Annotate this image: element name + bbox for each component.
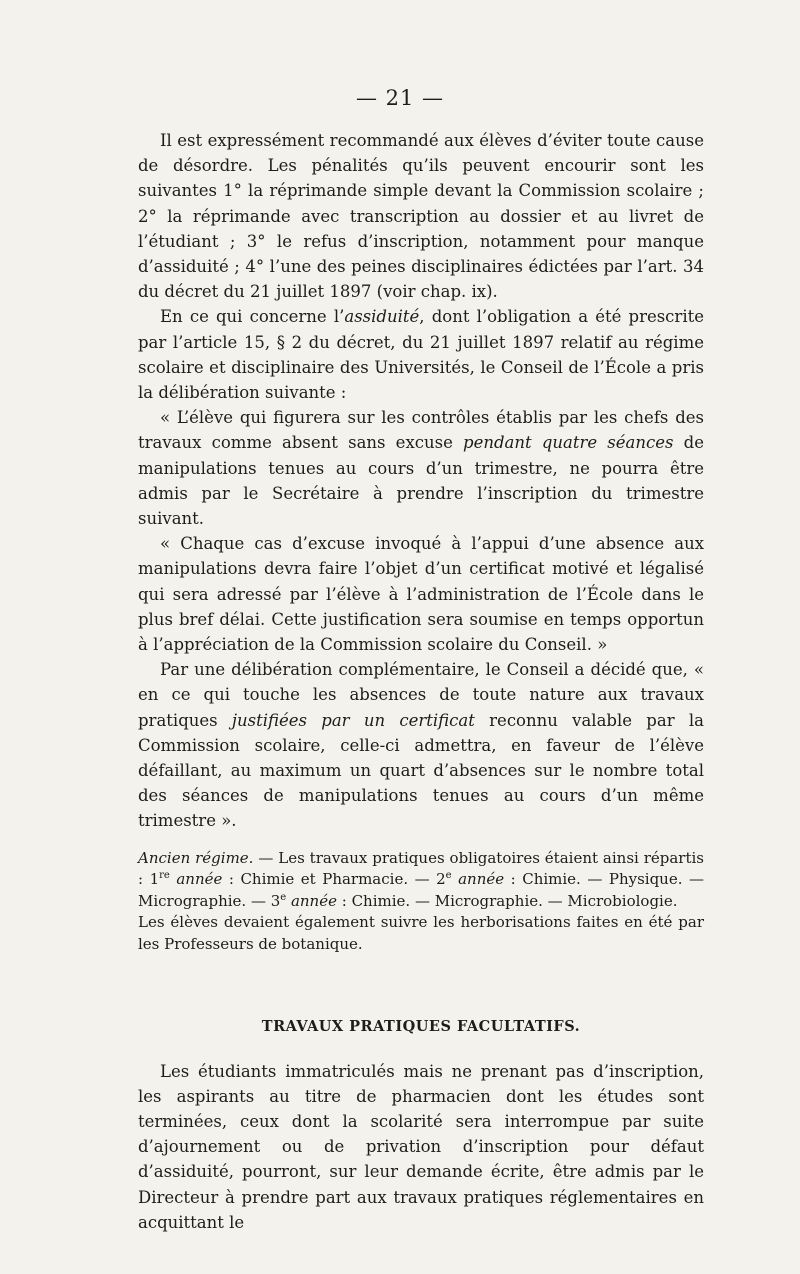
italic-run: assiduité [344, 307, 420, 327]
text-run: reconnu valable par la Commission scolaire, celle-ci admettra, en faveur de l’élève défaillant, au maximum un quart d’absences sur le nombre total des séances de manipulations tenues au cours d’un même trimestre ». [138, 710, 704, 831]
ordinal-suffix: e [445, 870, 452, 882]
paragraph-penalties: Il est expressément recommandé aux élèves d’éviter toute cause de désordre. Les pénalités qu’ils peuvent encourir sont les suivantes 1° la réprimande simple devant la Commission scolaire ; 2° la réprimande avec transcription au dossier et au livret de l’étudiant ; 3° le refus d’inscription, notamment pour manque d’assiduité ; 4° l’une des peines disciplinaires édictées par l’art. 34 du décret du 21 juillet 1897 (voir chap. ix). [138, 131, 704, 302]
ancien-regime-label: Ancien régime. [138, 848, 254, 867]
italic-run: année [169, 870, 223, 889]
ordinal: 2 [436, 870, 446, 889]
paragraph-facultatifs: Les étudiants immatriculés mais ne prenant pas d’inscription, les aspirants au titre de pharmacien dont les études sont terminées, ceux dont la scolarité sera interrompue par suite d’ajournement ou de privation d’inscription pour défaut d’assiduité, pourront, sur leur demande écrite, être admis par le Directeur à prendre part aux travaux pratiques réglementaires en acquittant le [138, 1061, 704, 1232]
section-title: TRAVAUX PRATIQUES FACULTATIFS. [261, 1017, 581, 1035]
text-run: En ce qui concerne l’ [160, 307, 345, 327]
paragraph-herborisations: Les élèves devaient également suivre les herborisations faites en été par les Professeurs de botanique. [138, 913, 704, 954]
ordinal-suffix: re [159, 870, 170, 882]
ordinal: 3 [270, 891, 281, 910]
italic-run: année [286, 891, 337, 910]
text-run: « L’élève qui figurera sur les contrôles établis par les chefs des travaux comme absent sans excuse [138, 408, 704, 453]
italic-run: année [451, 870, 505, 889]
text-run: : Chimie. — Micrographie. — Microbiologie. [336, 891, 678, 910]
body-text [138, 128, 704, 1235]
paragraph-quote-absence [138, 405, 704, 531]
text-run: : Chimie. — Physique. — Micrographie. — [138, 870, 704, 910]
page-number: — 21 — [355, 86, 445, 110]
ordinal: 1 [149, 870, 160, 889]
paragraph-ancien-regime [138, 848, 704, 913]
italic-run: justifiées par un certificat [231, 710, 475, 730]
text-run: , dont l’obligation a été prescrite par l’article 15, § 2 du décret, du 21 juillet 1897 relatif au régime scolaire et disciplinaire des Universités, le Conseil de l’École a pris la délibération suivante : [138, 307, 704, 403]
paragraph-assiduite [138, 304, 704, 405]
paragraph-quote-excuse: « Chaque cas d’excuse invoqué à l’appui d’une absence aux manipulations devra faire l’objet d’un certificat motivé et légalisé qui sera adressé par l’élève à l’administration de l’École dans le plus bref délai. Cette justification sera soumise en temps opportun à l’appréciation de la Commission scolaire du Conseil. » [138, 534, 704, 655]
paragraph-complementaire [138, 657, 704, 833]
ordinal-suffix: e [280, 891, 287, 903]
text-run: Par une délibération complémentaire, le Conseil a décidé que, « en ce qui touche les absences de toute nature aux travaux pratiques [138, 660, 704, 730]
text-run: — Les travaux pratiques obligatoires étaient ainsi répartis : [138, 848, 704, 889]
text-run: : Chimie et Pharmacie. — [222, 870, 437, 889]
italic-run: pendant quatre séances [463, 433, 674, 453]
text-run: de manipulations tenues au cours d’un trimestre, ne pourra être admis par le Secrétaire à prendre l’inscription du trimestre suivant. [138, 433, 704, 529]
ancien-regime-block [138, 848, 704, 956]
